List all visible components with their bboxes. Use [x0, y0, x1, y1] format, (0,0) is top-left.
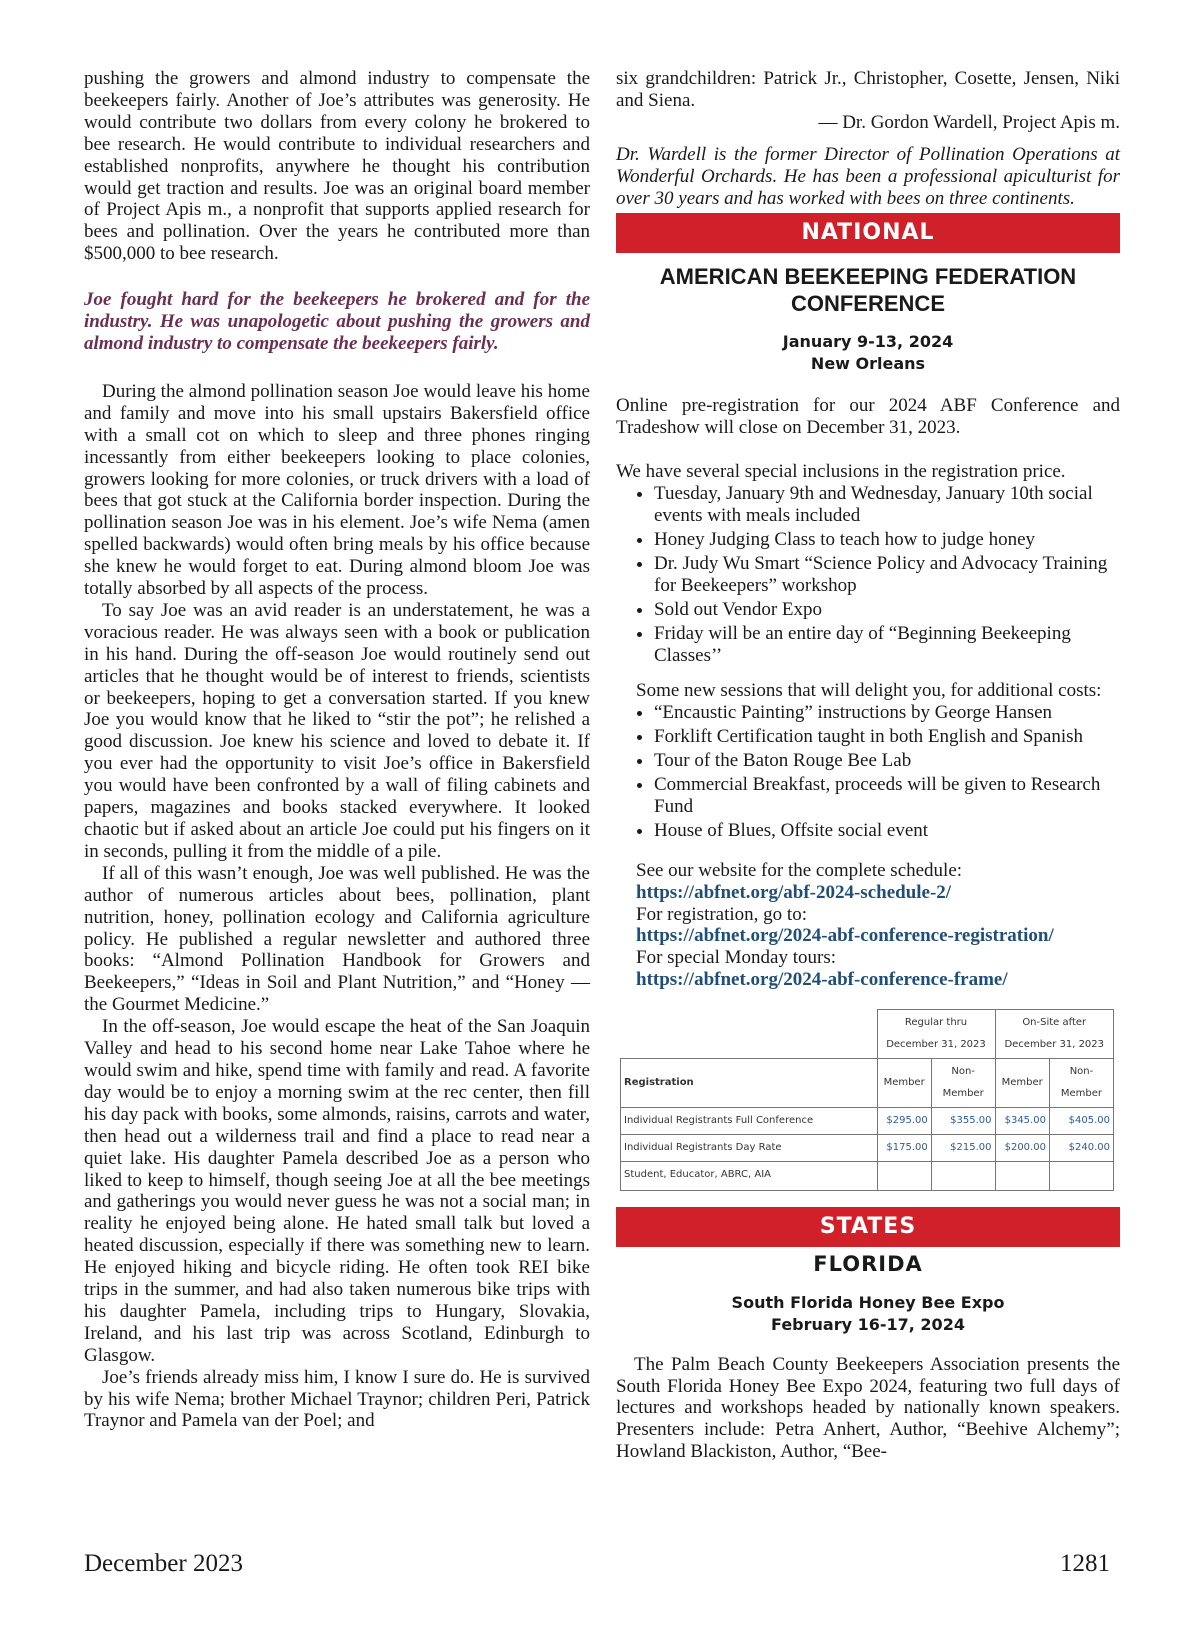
table-column-header: Member [877, 1059, 931, 1108]
list-item: • Tuesday, January 9th and Wednesday, January 10th social events with meals included [654, 483, 1120, 527]
registration-table [620, 1009, 1114, 1190]
article-paragraph: six grandchildren: Patrick Jr., Christopher, Cosette, Jensen, Niki and Siena. [616, 68, 1120, 111]
table-cell: $355.00 [931, 1107, 995, 1134]
list-item: • Dr. Judy Wu Smart “Science Policy and Advocacy Training for Beekeepers” workshop [654, 553, 1120, 597]
list-item: • “Encaustic Painting” instructions by George Hansen [654, 702, 1120, 724]
table-row [621, 1161, 1114, 1190]
right-column [616, 68, 1120, 1463]
table-group-header: On-Site after December 31, 2023 [995, 1010, 1114, 1059]
expo-dates: February 16-17, 2024 [771, 1314, 965, 1334]
list-item: • Honey Judging Class to teach how to judge honey [654, 529, 1120, 551]
article-paragraph: pushing the growers and almond industry to compensate the beekeepers fairly. Another of Joe’s attributes was generosity. He would contribute two dollars from every colony he brokered to bee research. He would contribute to individual researchers and established nonprofits, anywhere he thought his contribution would get traction and results. Joe was an original board member of Project Apis m., a nonprofit that supports applied research for bees and pollination. Over the years he contributed more than $500,000 to bee research. [84, 68, 590, 265]
table-column-header: Non-Member [931, 1059, 995, 1108]
tours-label: For special Monday tours: [636, 947, 837, 969]
table-row [621, 1134, 1114, 1161]
article-paragraph: Joe’s friends already miss him, I know I sure do. He is survived by his wife Nema; brother Michael Traynor; children Peri, Patrick Traynor and Pamela van der Poel; and [84, 1366, 590, 1432]
article-paragraph: During the almond pollination season Joe would leave his home and family and move into his small upstairs Bakersfield office with a small cot on which to sleep and three phones ringing incessantly from either beekeepers looking to place colonies, growers looking for more colonies, or truck drivers with a load of bees that got stuck at the California border inspection. During the pollination season Joe was in his element. Joe’s wife Nema (amen spelled backwards) would often bring meals by his office because she knew he would forget to eat. During almond bloom Joe was totally absorbed by all aspects of the process. [84, 380, 590, 600]
table-cell: $175.00 [877, 1134, 931, 1161]
links-block [616, 860, 1120, 991]
article-paragraph: To say Joe was an avid reader is an understatement, he was a voracious reader. He was always seen with a book or publication in his hand. During the off-season Joe would routinely send out articles that he thought would be of interest to friends, scientists or beekeepers, hoping to get a conversation started. If you knew Joe you would know that he liked to “stir the pot”; he relished a good discussion. Joe knew his science and loved to debate it. If you ever had the opportunity to visit Joe’s office in Bakersfield you would have been confronted by a wall of filing cabinets and papers, magazines and books stacked everywhere. It looked chaotic but if asked about an article Joe could put his fingers on it in seconds, pulling it from the middle of a pile. [84, 599, 590, 862]
pull-quote: Joe fought hard for the beekeepers he brokered and for the industry. He was unapologetic about pushing the growers and almond industry to compensate the beekeepers fairly. [84, 289, 590, 354]
table-cell: $215.00 [931, 1134, 995, 1161]
schedule-label: See our website for the complete schedule: [636, 859, 963, 881]
registration-label: For registration, go to: [636, 903, 807, 925]
article-paragraph: In the off-season, Joe would escape the heat of the San Joaquin Valley and head to his second home near Lake Tahoe where he would swim and hike, spend time with family and read. A favorite day would be to enjoy a morning swim at the rec center, then fill his day pack with books, some almonds, raisins, carrots and water, then head out a wilderness trail and find a place to read near a quiet lake. His daughter Pamela described Joe as a person who liked to keep to himself, though seeing Joe at all the bee meetings and gatherings you would never guess he was not a social man; in reality he enjoyed being alone. He hated small talk but loved a heated discussion, especially if there was something new to learn. He enjoyed hiking and bicycle riding. He often took REI bike trips in the summer, and had also taken numerous bike trips with his daughter Pamela, including trips to Hungary, Slovakia, Ireland, and his last trip was across Scotland, Edinburgh to Glasgow. [84, 1016, 590, 1366]
expo-paragraph: The Palm Beach County Beekeepers Association presents the South Florida Honey Bee Expo 2024, featuring two full days of lectures and workshops headed by nationally known speakers. Presenters include: Petra Anhert, Author, “Beehive Alchemy”; Howland Blackiston, Author, “Bee- [616, 1353, 1120, 1463]
section-bar-national: NATIONAL [616, 213, 1120, 253]
page-number: 1281 [1060, 1550, 1110, 1577]
table-cell: Student, Educator, ABRC, AIA [621, 1161, 878, 1190]
sessions-intro: Some new sessions that will delight you, for additional costs: [636, 680, 1102, 702]
table-cell: $295.00 [877, 1107, 931, 1134]
state-heading: FLORIDA [813, 1251, 923, 1276]
section-bar-states: STATES [616, 1207, 1120, 1247]
table-cell: $200.00 [995, 1134, 1049, 1161]
event-location: New Orleans [810, 354, 926, 374]
expo-title: South Florida Honey Bee Expo [731, 1292, 1005, 1312]
schedule-link[interactable]: https://abfnet.org/abf-2024-schedule-2/ [636, 881, 952, 903]
event-dates: January 9-13, 2024 [782, 332, 954, 352]
author-bio: Dr. Wardell is the former Director of Pollination Operations at Wonderful Orchards. He has been a professional apiculturist for over 30 years and has worked with bees on three continents. [616, 143, 1120, 209]
table-cell: $345.00 [995, 1107, 1049, 1134]
sessions-list [616, 702, 1120, 841]
table-cell: $405.00 [1049, 1107, 1113, 1134]
table-column-header: Non-Member [1049, 1059, 1113, 1108]
table-cell: Individual Registrants Full Conference [621, 1107, 878, 1134]
list-item: • Forklift Certification taught in both English and Spanish [654, 726, 1120, 748]
table-corner [621, 1010, 878, 1059]
author-signature: — Dr. Gordon Wardell, Project Apis m. [818, 111, 1120, 133]
article-paragraph: If all of this wasn’t enough, Joe was well published. He was the author of numerous articles about bees, pollination, plant nutrition, honey, pollination ecology and California agriculture policy. He published a regular newsletter and authored three books: “Almond Pollination Handbook for Growers and Beekeepers,” “Ideas in Soil and Plant Nutrition,” and “Honey — the Gourmet Medicine.” [84, 862, 590, 1016]
list-item: • House of Blues, Offsite social event [654, 820, 1120, 842]
table-cell [995, 1161, 1049, 1190]
tours-link[interactable]: https://abfnet.org/2024-abf-conference-frame/ [636, 969, 1008, 991]
table-cell: $240.00 [1049, 1134, 1113, 1161]
inclusions-intro: We have several special inclusions in the registration price. [616, 461, 1066, 483]
table-cell [877, 1161, 931, 1190]
list-item: • Commercial Breakfast, proceeds will be given to Research Fund [654, 774, 1120, 818]
table-cell [1049, 1161, 1113, 1190]
registration-intro: Online pre-registration for our 2024 ABF Conference and Tradeshow will close on December 31, 2023. [616, 395, 1120, 439]
table-row-header: Registration [621, 1059, 878, 1108]
inclusions-list [616, 483, 1120, 666]
event-title: AMERICAN BEEKEEPING FEDERATION CONFERENCE [659, 264, 1077, 317]
registration-link[interactable]: https://abfnet.org/2024-abf-conference-registration/ [636, 925, 1054, 947]
list-item: • Sold out Vendor Expo [654, 599, 1120, 621]
list-item: • Friday will be an entire day of “Beginning Beekeeping Classes’’ [654, 623, 1120, 667]
list-item: • Tour of the Baton Rouge Bee Lab [654, 750, 1120, 772]
table-cell: Individual Registrants Day Rate [621, 1134, 878, 1161]
table-cell [931, 1161, 995, 1190]
footer-date: December 2023 [84, 1550, 243, 1577]
table-group-header: Regular thru December 31, 2023 [877, 1010, 995, 1059]
table-row [621, 1107, 1114, 1134]
table-column-header: Member [995, 1059, 1049, 1108]
left-column [84, 68, 590, 1432]
